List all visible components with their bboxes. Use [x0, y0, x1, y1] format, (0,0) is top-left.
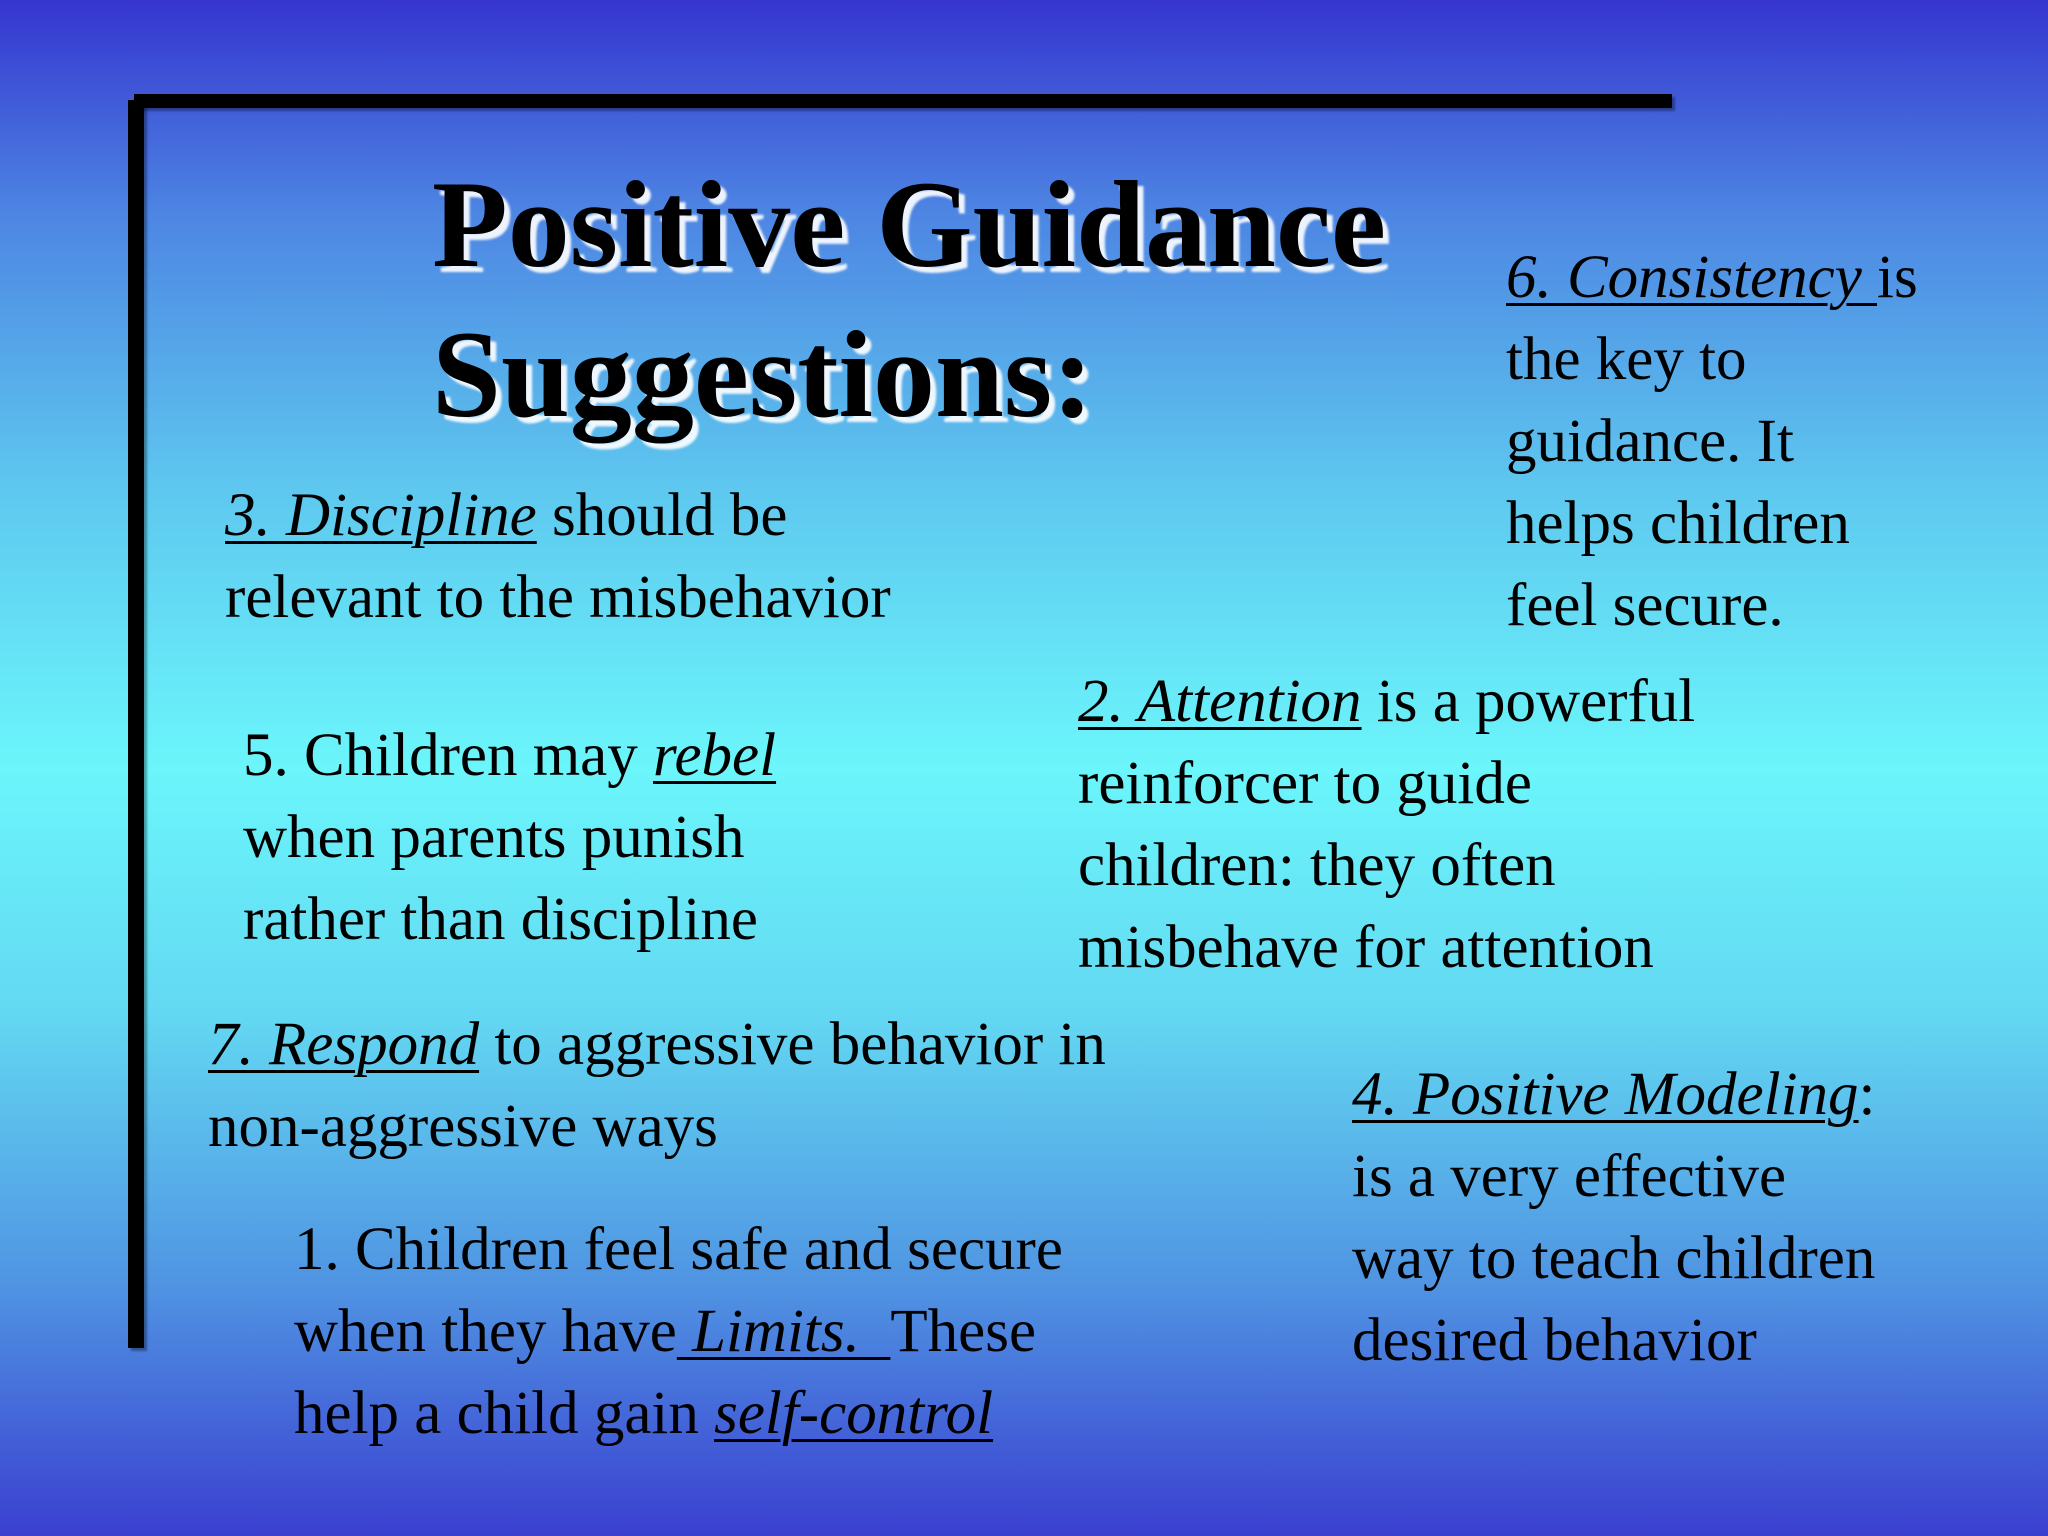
suggestion-3-after: should be — [536, 482, 788, 549]
suggestion-4-line-4: desired behavior — [1352, 1307, 1757, 1374]
suggestion-1-line-2 — [294, 1291, 1063, 1373]
suggestion-1-after: These — [890, 1298, 1037, 1365]
suggestion-1-before: when they have — [294, 1298, 677, 1365]
suggestion-7-line-2: non-aggressive ways — [208, 1093, 718, 1160]
suggestion-4-line-1 — [1352, 1054, 1875, 1136]
positive-modeling-term: 4. Positive Modeling — [1352, 1061, 1859, 1128]
suggestion-5-before: 5. Children may — [243, 722, 653, 789]
suggestion-2-line-1 — [1078, 661, 1695, 743]
suggestion-6-line-4: helps children — [1506, 490, 1850, 557]
discipline-term: 3. Discipline — [225, 482, 537, 549]
limits-term: Limits. — [676, 1298, 891, 1365]
suggestion-4-line-2: is a very effective — [1352, 1143, 1787, 1210]
suggestion-4-after: : — [1858, 1061, 1876, 1128]
slide-frame-top-bar — [134, 94, 1672, 108]
title-line-1: Positive Guidance — [432, 156, 1387, 293]
suggestion-6-consistency — [1506, 237, 1918, 647]
suggestion-1-limits — [294, 1209, 1063, 1455]
suggestion-7-respond — [208, 1004, 1106, 1168]
suggestion-5-line-2: when parents punish — [243, 804, 745, 871]
suggestion-6-line-3: guidance. It — [1506, 408, 1794, 475]
suggestion-3-line-1 — [225, 475, 891, 557]
title-line-2: Suggestions: — [432, 306, 1094, 443]
suggestion-3-line-2: relevant to the misbehavior — [225, 564, 891, 631]
suggestion-2-line-4: misbehave for attention — [1078, 914, 1654, 981]
suggestion-7-after: to aggressive behavior in — [479, 1011, 1106, 1078]
suggestion-1-line-3-before: help a child gain — [294, 1380, 715, 1447]
slide-title — [432, 150, 1386, 450]
suggestion-6-line-5: feel secure. — [1506, 572, 1784, 639]
suggestion-5-line-1 — [243, 715, 776, 797]
suggestion-1-line-1: 1. Children feel safe and secure — [294, 1216, 1063, 1283]
slide-frame-left-bar — [128, 100, 144, 1348]
suggestion-2-after: is a powerful — [1361, 668, 1696, 735]
consistency-term: 6. Consistency — [1506, 244, 1878, 311]
suggestion-1-line-3 — [294, 1373, 1063, 1455]
suggestion-2-attention — [1078, 661, 1695, 989]
suggestion-4-line-3: way to teach children — [1352, 1225, 1876, 1292]
suggestion-5-line-3: rather than discipline — [243, 886, 758, 953]
suggestion-3-discipline — [225, 475, 891, 639]
suggestion-4-positive-modeling — [1352, 1054, 1875, 1382]
attention-term: 2. Attention — [1078, 668, 1362, 735]
rebel-term: rebel — [653, 722, 777, 789]
self-control-term: self-control — [714, 1380, 994, 1447]
suggestion-6-line-1 — [1506, 237, 1918, 319]
suggestion-5-rebel — [243, 715, 776, 961]
suggestion-2-line-2: reinforcer to guide — [1078, 750, 1532, 817]
suggestion-6-after: is — [1877, 244, 1918, 311]
suggestion-6-line-2: the key to — [1506, 326, 1747, 393]
suggestion-2-line-3: children: they often — [1078, 832, 1556, 899]
suggestion-7-line-1 — [208, 1004, 1106, 1086]
respond-term: 7. Respond — [208, 1011, 480, 1078]
